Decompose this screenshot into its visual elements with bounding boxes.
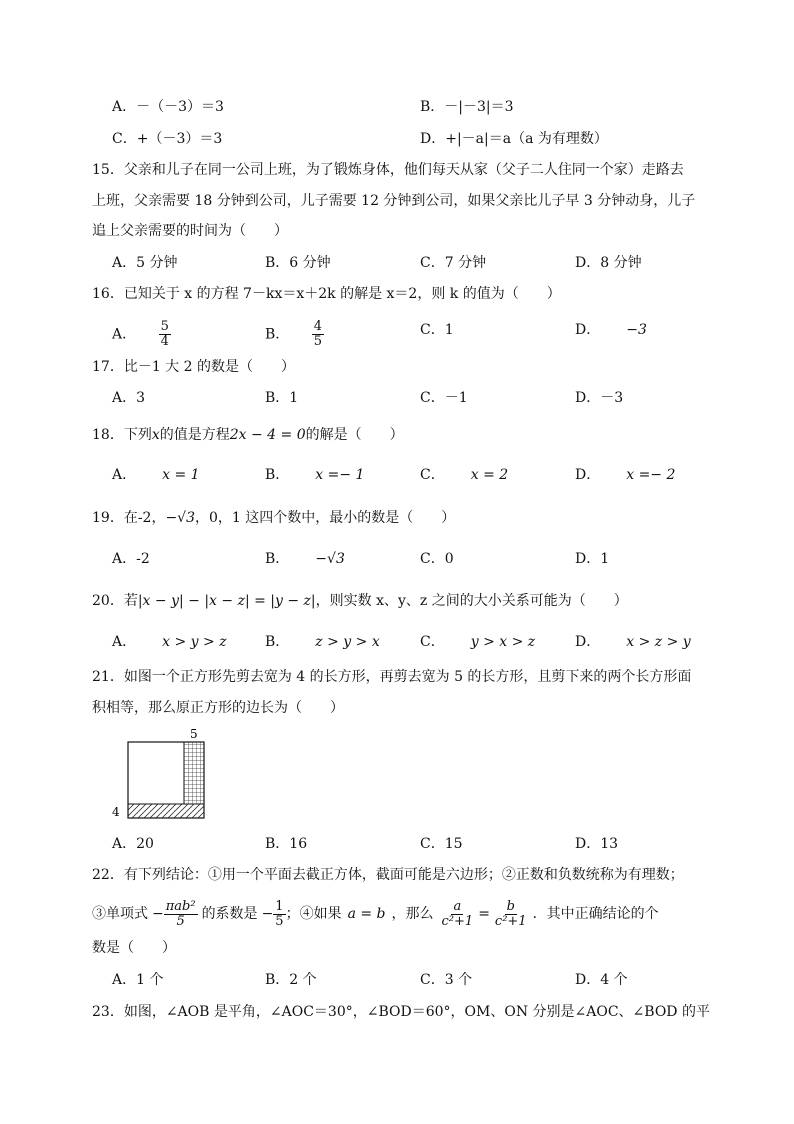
option-value: x =− 1 <box>315 467 365 483</box>
q21-stem-line2: 积相等，那么原正方形的边长为（ ） <box>92 700 344 716</box>
math-equation: a = b <box>347 906 386 922</box>
q22-option-b: B．2 个 <box>265 972 317 988</box>
option-value: x > y > z <box>162 634 227 650</box>
math-sign: − <box>261 906 274 922</box>
numerator: 1 <box>275 898 284 914</box>
q22-option-a: A．1 个 <box>112 972 164 988</box>
coefficient-fraction <box>273 900 285 929</box>
q22-stem-line3: 数是（ ） <box>92 940 176 956</box>
denominator: 5 <box>313 334 323 349</box>
option-label: B． <box>265 467 290 483</box>
q15-option-d: D．8 分钟 <box>575 255 642 271</box>
q16-stem: 16．已知关于 x 的方程 7－kx＝x＋2k 的解是 x＝2，则 k 的值为（ ） <box>92 286 561 302</box>
option-label: A． <box>112 634 137 650</box>
numerator: a <box>453 898 462 914</box>
q22-option-d: D．4 个 <box>575 972 628 988</box>
q15-stem-line2: 上班，父亲需要 18 分钟到公司，儿子需要 12 分钟到公司，如果父亲比儿子早 3 分钟动身，儿子 <box>92 193 696 209</box>
q19-option-c: C．0 <box>420 551 454 567</box>
q17-option-a: A．3 <box>112 390 146 406</box>
math-sign: = <box>478 906 490 922</box>
stem-text: ，那么 <box>391 906 434 922</box>
option-label: A． <box>112 467 137 483</box>
q21-option-b: B．16 <box>265 836 308 852</box>
stem-text: ，0，1 这四个数中，最小的数是（ ） <box>195 510 456 526</box>
stem-text: ∠AOB 是平角，∠AOC＝30°，∠BOD＝60°，OM、ON 分别是∠AOC、∠BOD 的平 <box>165 1004 710 1020</box>
option-label: C． <box>420 634 445 650</box>
q21-option-c: C．15 <box>420 836 463 852</box>
q20-option-a <box>112 633 227 651</box>
denominator: c²+1 <box>441 913 474 929</box>
option-label: D． <box>575 467 601 483</box>
math-equation: |x − y| − |x − z| = |y − z| <box>137 593 316 609</box>
stem-text: ．其中正确结论的个 <box>532 906 659 922</box>
stem-text: 的系数是 <box>201 906 258 922</box>
q15-option-b: B．6 分钟 <box>265 255 331 271</box>
q15-stem-line1: 15．父亲和儿子在同一公司上班，为了锻炼身体，他们每天从家（父子二人住同一个家）走路去 <box>92 162 684 178</box>
fraction <box>159 320 171 349</box>
option-value: −√3 <box>315 551 345 567</box>
numerator: 5 <box>160 319 169 334</box>
stem-text: 的解是（ ） <box>305 427 404 443</box>
option-value: x = 2 <box>470 467 509 483</box>
option-label: A． <box>112 326 137 343</box>
stem-text: ③单项式 <box>92 906 148 922</box>
q20-stem <box>92 592 628 610</box>
math-sign: − <box>152 906 164 922</box>
q14-option-b: B．－|－3|＝3 <box>420 99 514 115</box>
option-value: y > x > z <box>470 634 536 650</box>
q14-option-d: D．+|－a|＝a（a 为有理数） <box>420 131 608 147</box>
denominator: 4 <box>160 334 169 349</box>
q15-option-c: C．7 分钟 <box>420 255 487 271</box>
q20-option-c <box>420 633 535 651</box>
denominator: 5 <box>176 913 185 929</box>
numerator: πab² <box>165 898 196 914</box>
q16-option-b <box>265 320 324 349</box>
q19-option-b <box>265 550 345 568</box>
cut-strip-width4 <box>128 804 204 818</box>
q15-stem-line3: 追上父亲需要的时间为（ ） <box>92 223 288 239</box>
q18-option-b <box>265 466 364 484</box>
math-equation: 2x − 4 = 0 <box>229 427 306 443</box>
option-value: z > y > x <box>315 634 380 650</box>
q17-stem: 17．比－1 大 2 的数是（ ） <box>92 359 295 375</box>
stem-text: ，则实数 x、y、z 之间的大小关系可能为（ ） <box>315 593 628 609</box>
fraction <box>312 320 324 349</box>
option-value: x =− 2 <box>626 467 676 483</box>
q20-option-b <box>265 633 380 651</box>
q18-option-d <box>575 466 675 484</box>
q21-option-a: A．20 <box>112 836 154 852</box>
fraction-b <box>493 900 529 929</box>
q22-stem-line1: 22．有下列结论：①用一个平面去截正方体，截面可能是六边形；②正数和负数统称为有理数； <box>92 867 684 883</box>
q22-stem-line2 <box>92 897 659 931</box>
q17-option-c: C．－1 <box>420 390 468 406</box>
q18-option-a <box>112 466 200 484</box>
q14-option-c: C．+（－3）＝3 <box>112 131 223 147</box>
q16-option-c: C．1 <box>420 322 454 338</box>
q19-stem <box>92 509 455 527</box>
square-cut-figure <box>108 728 218 824</box>
q15-option-a: A．5 分钟 <box>112 255 178 271</box>
fraction-a <box>440 900 476 929</box>
option-value: x > z > y <box>626 634 691 650</box>
q18-option-c <box>420 466 508 484</box>
option-value: −3 <box>626 322 647 338</box>
fig-label-5: 5 <box>190 728 198 741</box>
option-value: x = 1 <box>162 467 200 483</box>
q18-stem <box>92 426 404 444</box>
q19-option-d: D．1 <box>575 551 610 567</box>
option-label: D． <box>575 634 601 650</box>
q16-option-a <box>112 320 171 349</box>
option-label: B． <box>265 326 290 343</box>
monomial-fraction <box>164 900 198 929</box>
numerator: b <box>506 898 515 914</box>
math-root: −√3 <box>165 510 196 526</box>
q21-option-d: D．13 <box>575 836 619 852</box>
q14-option-a: A．－（－3）＝3 <box>112 99 224 115</box>
q21-stem-line1: 21．如图一个正方形先剪去宽为 4 的长方形，再剪去宽为 5 的长方形，且剪下来的两个长方形面 <box>92 669 692 685</box>
stem-text: 18．下列 <box>92 427 152 443</box>
denominator: c²+1 <box>494 913 527 929</box>
stem-text: 19．在-2， <box>92 510 166 526</box>
q16-option-d <box>575 321 647 339</box>
stem-text: 的值是方程 <box>159 427 230 443</box>
fig-label-4: 4 <box>112 805 120 819</box>
q17-option-d: D．－3 <box>575 390 624 406</box>
math-var: x <box>151 427 160 443</box>
option-label: B． <box>265 551 290 567</box>
stem-text: 20．若 <box>92 593 138 609</box>
option-label: C． <box>420 467 445 483</box>
numerator: 4 <box>313 319 323 334</box>
option-label: B． <box>265 634 290 650</box>
denominator: 5 <box>275 913 284 929</box>
stem-text: 23．如图， <box>92 1004 166 1020</box>
q20-option-d <box>575 633 691 651</box>
option-label: D． <box>575 322 601 338</box>
q19-option-a: A．-2 <box>112 551 150 567</box>
q23-stem-line1 <box>92 1003 710 1021</box>
q17-option-b: B．1 <box>265 390 299 406</box>
cut-strip-width5 <box>184 742 204 804</box>
stem-text: ；④如果 <box>285 906 342 922</box>
q22-option-c: C．3 个 <box>420 972 473 988</box>
